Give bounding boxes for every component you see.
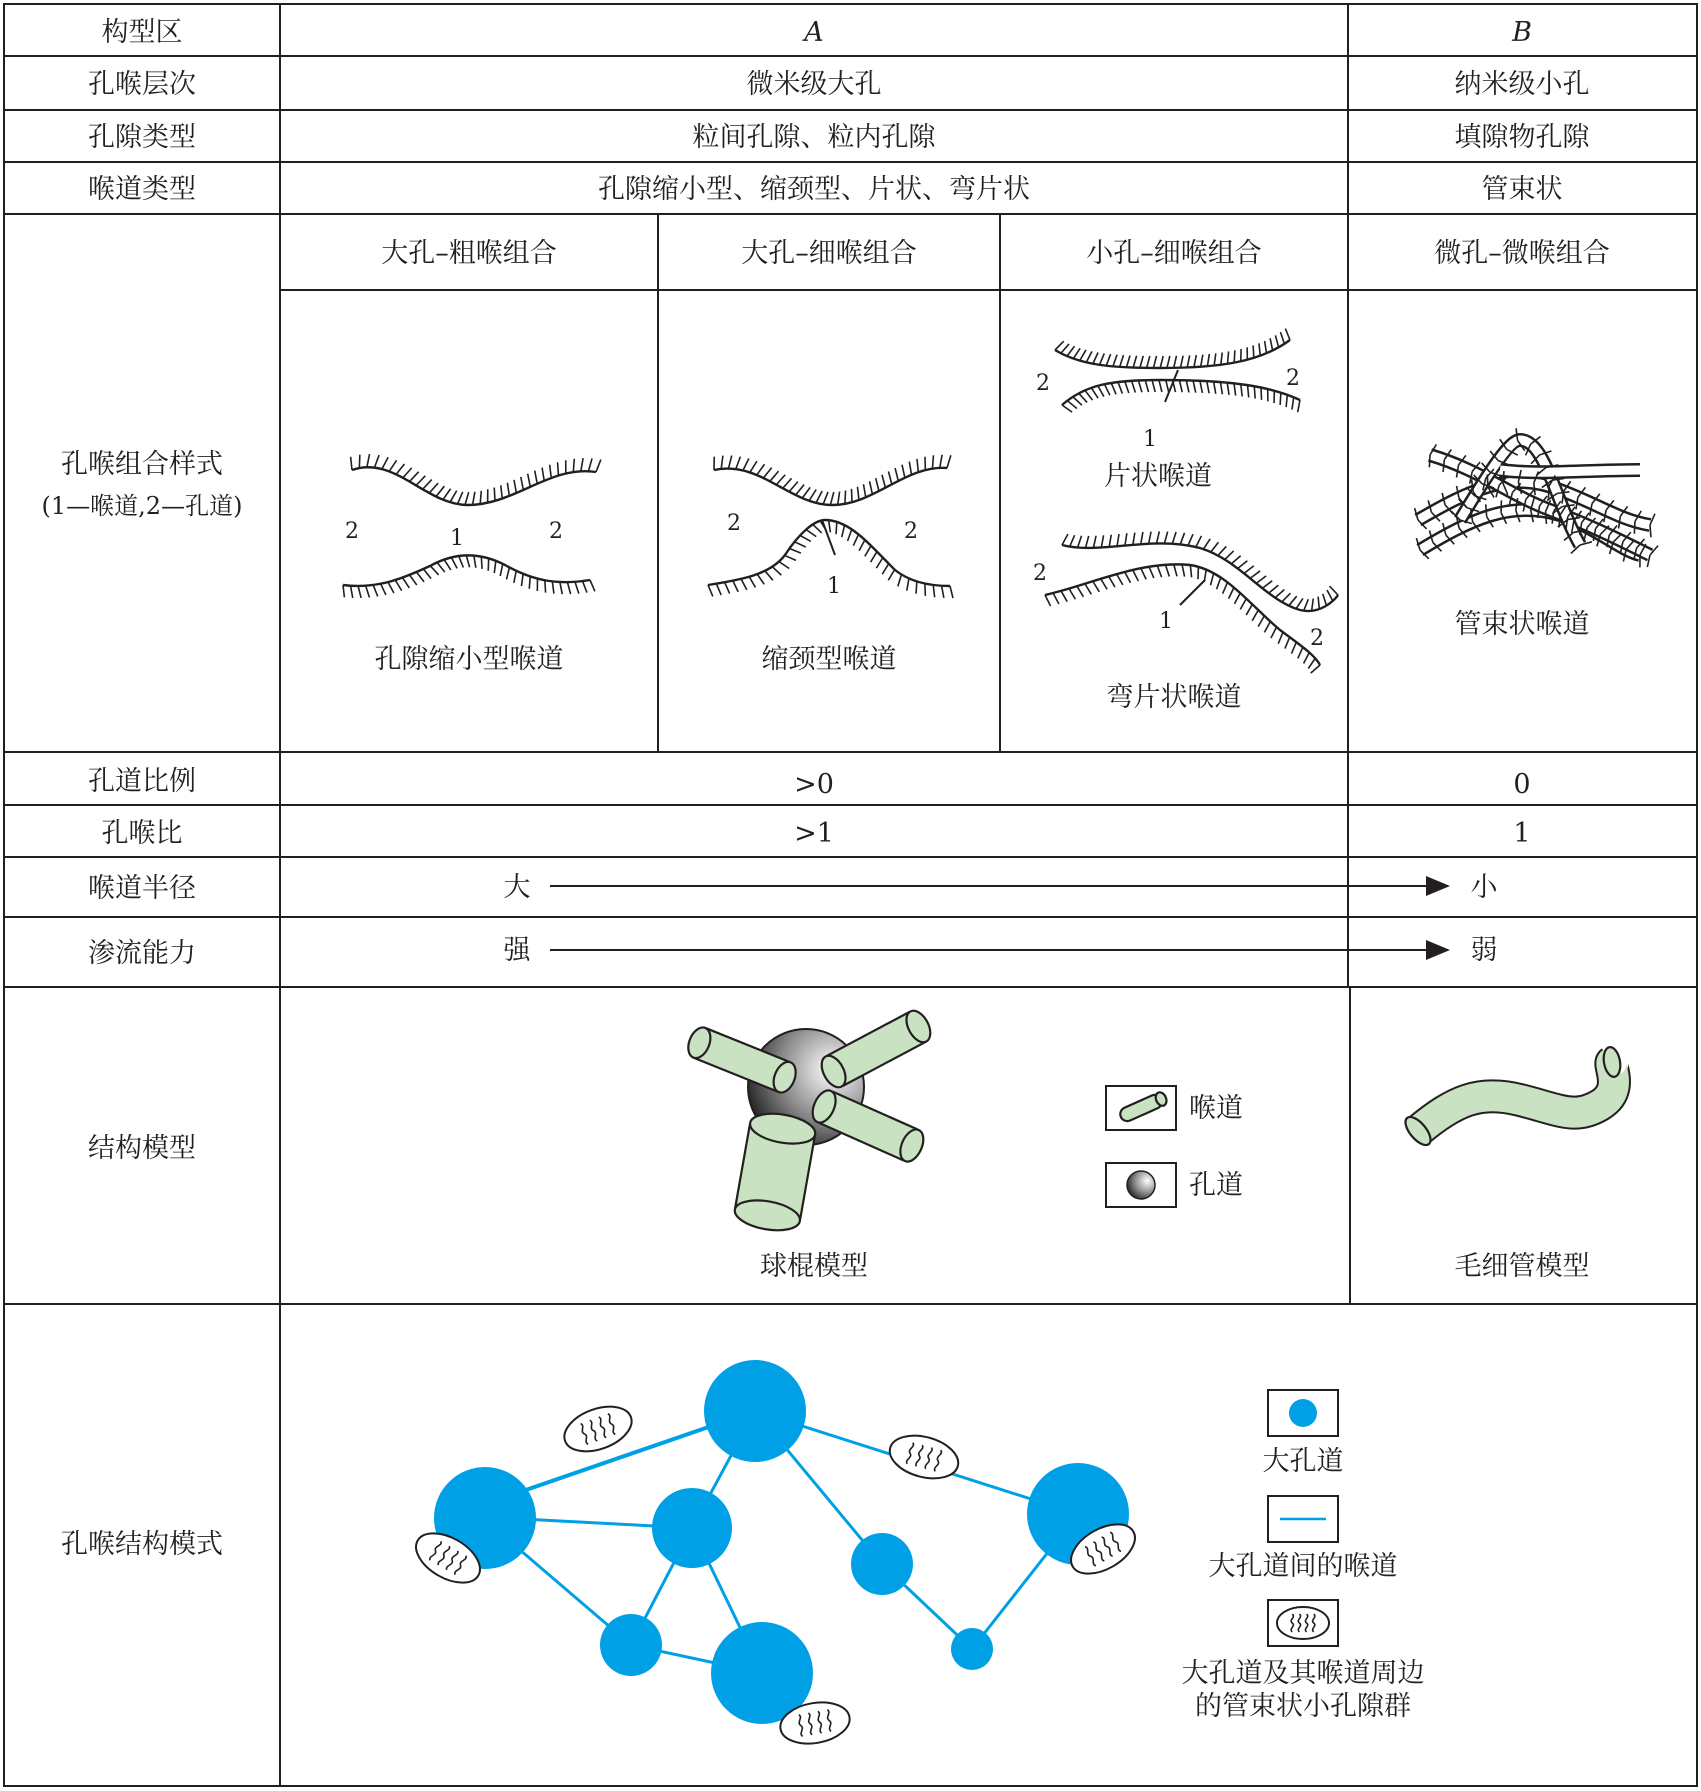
caption-tube-bundle-throat: 管束状喉道 <box>1454 609 1590 640</box>
row-label-combo-line1: 孔喉组合样式 <box>61 449 223 480</box>
legend-big-pore-symbol <box>1289 1399 1317 1427</box>
row-label-throat-ratio: 孔喉比 <box>101 818 183 849</box>
row-label-level: 孔喉层次 <box>88 69 196 100</box>
mark-throat-c2: 1 <box>827 574 841 599</box>
caption-ball-stick-model: 球棍模型 <box>760 1251 868 1282</box>
throat-type-b: 管束状 <box>1481 174 1563 205</box>
row-label-model: 结构模型 <box>88 1133 196 1164</box>
curved-sheet-throat-diagram <box>1045 531 1338 673</box>
legend-cluster-label-line2: 的管束状小孔隙群 <box>1195 1691 1411 1722</box>
combo-header-2: 大孔–细喉组合 <box>741 238 917 269</box>
capillary-model <box>1401 1046 1623 1149</box>
row-label-zone: 构型区 <box>101 17 183 48</box>
zone-a: A <box>804 17 824 48</box>
mark-pore-c3b-left: 2 <box>1033 561 1047 586</box>
level-b: 纳米级小孔 <box>1454 69 1590 100</box>
row-label-flow: 渗流能力 <box>88 938 196 969</box>
legend-throat-line-label: 大孔道间的喉道 <box>1208 1551 1398 1582</box>
pore-type-a: 粒间孔隙、粒内孔隙 <box>692 122 936 153</box>
level-a: 微米级大孔 <box>746 69 882 100</box>
mark-throat-c3a: 1 <box>1143 427 1157 452</box>
pore-network-pattern <box>434 1360 1129 1724</box>
pore-type-b: 填隙物孔隙 <box>1454 122 1590 153</box>
ball-stick-model <box>684 1007 935 1235</box>
legend-pore-label: 孔道 <box>1189 1170 1243 1201</box>
row-label-pore-ratio: 孔道比例 <box>88 766 196 797</box>
small-pore-cluster <box>558 1398 637 1460</box>
pore-node <box>851 1533 913 1595</box>
table-grid <box>4 4 1697 1786</box>
pore-node <box>652 1488 732 1568</box>
caption-shrink-throat: 孔隙缩小型喉道 <box>374 644 564 675</box>
radius-start: 大 <box>503 872 531 903</box>
mark-pore-c2-right: 2 <box>904 519 918 544</box>
throat-ratio-b: 1 <box>1513 818 1531 849</box>
legend-pore-symbol <box>1127 1171 1155 1199</box>
small-pore-cluster <box>885 1429 963 1486</box>
mark-pore-c1-right: 2 <box>549 519 563 544</box>
pore-node <box>600 1614 662 1676</box>
sheet-throat-diagram <box>1055 329 1300 413</box>
pore-ratio-b: 0 <box>1513 769 1531 800</box>
flow-start: 强 <box>503 935 531 966</box>
mark-throat-c3b: 1 <box>1159 609 1173 634</box>
row-label-pore-type: 孔隙类型 <box>88 122 196 153</box>
throat-type-a: 孔隙缩小型、缩颈型、片状、弯片状 <box>598 174 1030 205</box>
tube-bundle-throat-diagram <box>1415 428 1658 567</box>
caption-necked-throat: 缩颈型喉道 <box>761 644 897 675</box>
legend-throat-symbol <box>1118 1091 1168 1124</box>
legend-cluster-label-line1: 大孔道及其喉道周边 <box>1181 1658 1425 1689</box>
row-label-radius: 喉道半径 <box>88 873 196 904</box>
legend-cluster-symbol <box>1277 1607 1329 1639</box>
legend-throat-label: 喉道 <box>1189 1093 1243 1124</box>
pore-ratio-a: >0 <box>794 769 834 800</box>
caption-sheet-throat: 片状喉道 <box>1104 461 1212 492</box>
mark-pore-c3a-left: 2 <box>1036 371 1050 396</box>
combo-header-1: 大孔–粗喉组合 <box>381 238 557 269</box>
mark-pore-c3a-right: 2 <box>1286 366 1300 391</box>
pattern-legend <box>1268 1390 1338 1646</box>
mark-pore-c3b-right: 2 <box>1310 626 1324 651</box>
legend-big-pore-label: 大孔道 <box>1262 1446 1344 1477</box>
row-label-throat-type: 喉道类型 <box>88 174 196 205</box>
mark-throat-c1: 1 <box>450 526 464 551</box>
pore-node <box>951 1628 993 1670</box>
small-pore-cluster <box>1277 1607 1329 1639</box>
zone-b: B <box>1512 17 1532 48</box>
model-legend <box>1106 1086 1176 1207</box>
flow-end: 弱 <box>1470 935 1498 966</box>
mark-pore-c2-left: 2 <box>727 511 741 536</box>
radius-end: 小 <box>1470 872 1498 903</box>
combo-header-3: 小孔–细喉组合 <box>1086 238 1262 269</box>
caption-capillary-model: 毛细管模型 <box>1454 1251 1590 1282</box>
mark-pore-c1-left: 2 <box>345 519 359 544</box>
throat-ratio-a: >1 <box>794 818 834 849</box>
pore-node <box>704 1360 806 1462</box>
row-label-pattern: 孔喉结构模式 <box>61 1529 223 1560</box>
combo-header-4: 微孔–微喉组合 <box>1434 238 1610 269</box>
caption-curved-sheet-throat: 弯片状喉道 <box>1106 682 1242 713</box>
row-label-combo-line2: (1—喉道,2—孔道) <box>41 492 243 520</box>
